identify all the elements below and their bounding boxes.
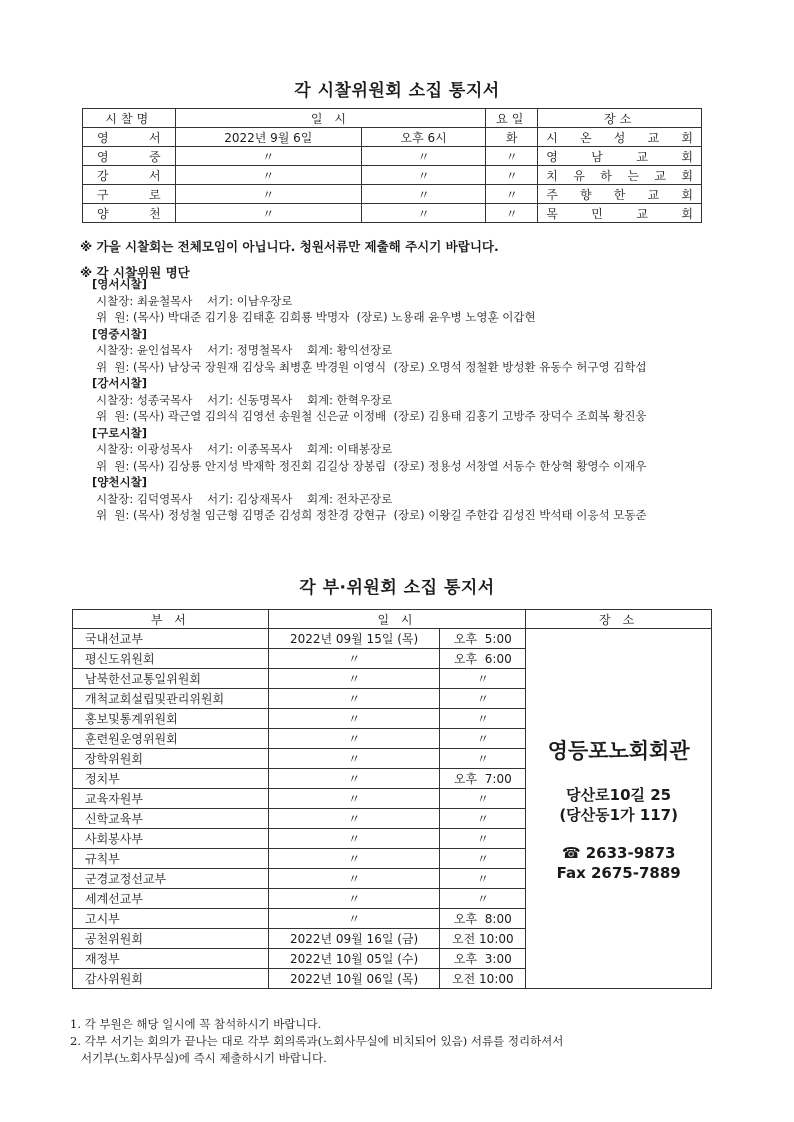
day-cell: 화 [486,128,538,147]
time-cell: 〃 [440,669,526,689]
venue-cell [526,629,712,989]
date-cell: 〃 [268,649,440,669]
visit-name-cell: 구 로 [83,185,176,204]
time-cell: 〃 [361,204,485,223]
officers-line: 시찰장: 김덕영목사 서기: 김상재목사 회계: 전차곤장로 [96,491,393,506]
group-heading: [영중시찰] [92,326,147,341]
footnote: 서기부(노회사무실)에 즉시 제출하시기 바랍니다. [70,1051,327,1065]
venue-phone: ☎ 2633-9873 [561,843,676,862]
place-cell: 치 유 하 는 교 회 [538,166,702,185]
department-cell: 교육자원부 [73,789,269,809]
header-datetime: 일 시 [268,610,526,629]
header-place: 장소 [538,109,702,128]
date-cell: 〃 [175,204,361,223]
department-cell: 군경교정선교부 [73,869,269,889]
time-cell: 오후 3:00 [440,949,526,969]
day-cell: 〃 [486,204,538,223]
time-cell: 〃 [440,789,526,809]
header-department: 부 서 [73,610,269,629]
date-cell: 〃 [268,769,440,789]
date-cell: 2022년 10월 05일 (수) [268,949,440,969]
time-cell: 〃 [440,829,526,849]
department-cell: 세계선교부 [73,889,269,909]
table-row [83,204,702,223]
date-cell: 〃 [268,909,440,929]
department-cell: 정치부 [73,769,269,789]
group-heading: [강서시찰] [92,376,147,390]
department-cell: 평신도위원회 [73,649,269,669]
date-cell: 〃 [175,166,361,185]
day-cell: 〃 [486,166,538,185]
place-cell: 시 온 성 교 회 [538,128,702,147]
date-cell: 〃 [268,689,440,709]
time-cell: 〃 [440,869,526,889]
time-cell: 오전 10:00 [440,929,526,949]
header-day: 요일 [486,109,538,128]
members-line: 위 원: (목사) 김상룡 안지성 박재학 정진회 김길상 장봉림 (장로) 정용성 서창열 서동수 한상혁 황영수 이재우 [96,458,647,473]
members-line: 위 원: (목사) 곽근열 김의식 김영선 송원철 신은균 이정배 (장로) 김용태 김홍기 고방주 장덕수 조희복 황진웅 [96,409,647,423]
footnotes [70,1016,563,1067]
date-cell: 〃 [268,809,440,829]
group-heading: [영서시찰] [92,277,147,291]
department-cell: 개척교회설립및관리위원회 [73,689,269,709]
venue-name: 영등포노회회관 [547,738,690,763]
time-cell: 〃 [361,147,485,166]
group-heading: [양천시찰] [92,475,147,489]
date-cell: 〃 [268,669,440,689]
department-cell: 국내선교부 [73,629,269,649]
date-cell: 2022년 09월 15일 (목) [268,629,440,649]
time-cell: 오후 7:00 [440,769,526,789]
department-cell: 재정부 [73,949,269,969]
table-row [83,128,702,147]
notice-note: ※ 가을 시찰회는 전체모임이 아닙니다. 청원서류만 제출해 주시기 바랍니다. [80,239,499,254]
officers-line: 시찰장: 이광성목사 서기: 이종목목사 회계: 이태봉장로 [96,442,393,456]
visit-name-cell: 영 서 [83,128,176,147]
table-row [83,166,702,185]
department-cell: 고시부 [73,909,269,929]
time-cell: 오후 6시 [361,128,485,147]
date-cell: 〃 [268,789,440,809]
time-cell: 〃 [361,185,485,204]
date-cell: 2022년 9월 6일 [175,128,361,147]
dept-schedule-table [72,609,712,989]
table-row [73,629,712,649]
time-cell: 〃 [440,749,526,769]
department-cell: 규칙부 [73,849,269,869]
header-datetime: 일 시 [175,109,486,128]
group-heading: [구로시찰] [92,425,147,440]
date-cell: 〃 [175,147,361,166]
table-row [83,147,702,166]
department-cell: 사회봉사부 [73,829,269,849]
time-cell: 〃 [440,809,526,829]
date-cell: 〃 [268,709,440,729]
day-cell: 〃 [486,185,538,204]
venue-fax: Fax 2675-7889 [556,863,681,882]
place-cell: 영 남 교 회 [538,147,702,166]
date-cell: 〃 [268,849,440,869]
members-line: 위 원: (목사) 박대준 김기용 김태훈 김희룡 박명자 (장로) 노용래 윤우병 노영훈 이갑현 [96,310,536,324]
officers-line: 시찰장: 성종국목사 서기: 신동명목사 회계: 한혁우장로 [96,392,393,407]
department-cell: 공천위원회 [73,929,269,949]
header-venue: 장 소 [526,610,712,629]
members-line: 위 원: (목사) 남상국 장원재 김상욱 최병훈 박경원 이영식 (장로) 오명석 정철환 방성환 유동수 허구영 김학섭 [96,359,647,374]
officers-line: 시찰장: 최윤철목사 서기: 이남우장로 [96,293,293,308]
visit-name-cell: 강 서 [83,166,176,185]
time-cell: 〃 [440,729,526,749]
date-cell: 〃 [175,185,361,204]
time-cell: 〃 [440,889,526,909]
department-cell: 장학위원회 [73,749,269,769]
date-cell: 〃 [268,729,440,749]
date-cell: 〃 [268,869,440,889]
header-visit-name: 시찰명 [83,109,176,128]
venue-address: 당산로10길 25 [566,785,672,804]
date-cell: 〃 [268,829,440,849]
venue-address-old: (당산동1가 117) [559,805,678,824]
dept-notice-title: 각 부·위원회 소집 통지서 [299,578,495,598]
department-cell: 남북한선교통일위원회 [73,669,269,689]
time-cell: 〃 [440,709,526,729]
date-cell: 2022년 10월 06일 (목) [268,969,440,989]
date-cell: 〃 [268,889,440,909]
table-row [83,185,702,204]
visit-name-cell: 영 중 [83,147,176,166]
time-cell: 오후 5:00 [440,629,526,649]
time-cell: 오전 10:00 [440,969,526,989]
visit-name-cell: 양 천 [83,204,176,223]
members-line: 위 원: (목사) 정성철 임근형 김명준 김성희 정찬경 강현규 (장로) 이왕길 주한갑 김성진 박석태 이응석 모동준 [96,508,647,522]
department-cell: 신학교육부 [73,809,269,829]
time-cell: 오후 6:00 [440,649,526,669]
time-cell: 〃 [361,166,485,185]
day-cell: 〃 [486,147,538,166]
visit-notice-title: 각 시찰위원회 소집 통지서 [294,81,500,101]
time-cell: 오후 8:00 [440,909,526,929]
date-cell: 〃 [268,749,440,769]
date-cell: 2022년 09월 16일 (금) [268,929,440,949]
time-cell: 〃 [440,689,526,709]
member-list [92,276,647,524]
place-cell: 목 민 교 회 [538,204,702,223]
footnote: 2. 각부 서기는 회의가 끝나는 대로 각부 회의록과(노회사무실에 비치되어 있음) 서류를 정리하셔서 [70,1034,564,1048]
department-cell: 훈련원운영위원회 [73,729,269,749]
time-cell: 〃 [440,849,526,869]
visit-schedule-table [82,108,702,223]
officers-line: 시찰장: 윤인섭목사 서기: 정명철목사 회계: 황익선장로 [96,343,393,357]
member-list-heading: ※ 각 시찰위원 명단 [80,265,190,280]
footnote: 1. 각 부원은 해당 일시에 꼭 참석하시기 바랍니다. [70,1017,322,1031]
department-cell: 감사위원회 [73,969,269,989]
place-cell: 주 향 한 교 회 [538,185,702,204]
department-cell: 홍보및통계위원회 [73,709,269,729]
